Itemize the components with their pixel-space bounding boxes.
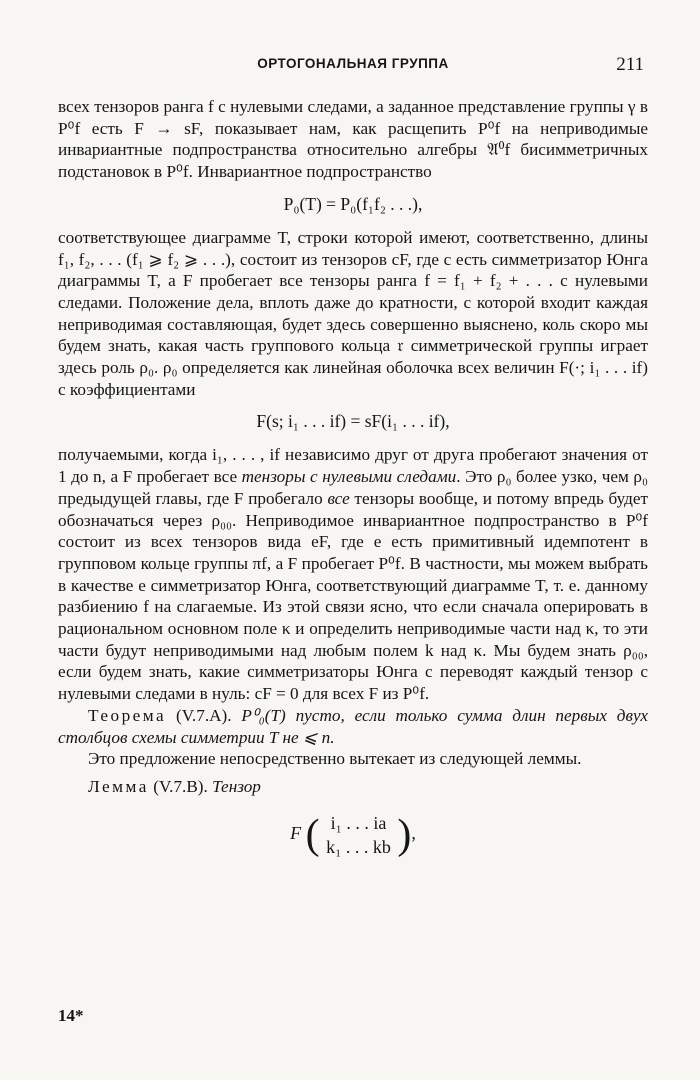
page-number: 211 (616, 54, 644, 75)
theorem-statement: P⁰₀(T) пусто, если только сумма длин первых двух столбцов схемы симметрии T не ⩽ n. (58, 705, 648, 747)
theorem-reference: (V.7.A). (166, 705, 242, 725)
lemma-v7b (58, 776, 648, 798)
tensor-lower-indices: k₁ . . . kb (326, 836, 391, 857)
lemma-reference: (V.7.B). (148, 776, 213, 796)
theorem-label: Теорема (88, 705, 167, 725)
paragraph-3-text-b: . Это ρ₀ более узко, чем ρ₀ предыдущей главы, где F пробегало (58, 467, 649, 508)
paragraph-2: соответствующее диаграмме T, строки которой имеют, соответственно, длины f₁, f₂, . . . (f₁ ⩾ f₂ ⩾ . . .), состоит из тензоров cF, где c есть симметризатор Юнга диаграммы T, а F пробегает все тензоры ранга f = f₁ + f₂ + . . . с нулевыми следами. Положение дела, вплоть даже до кратности, с которой входит каждая неприводимая составляющая, будет здесь совершенно выяснено, коль скоро мы будем знать, какая часть группового кольца 𝔯 симметрической группы играет здесь роль ρ₀. ρ₀ определяется как линейная оболочка всех величин F(·; i₁ . . . if) с коэффициентами (58, 227, 648, 399)
right-paren: ) (397, 811, 412, 858)
formula-invariant-subspace: P₀(T) = P₀(f₁f₂ . . .), (283, 193, 423, 214)
theorem-v7a (58, 705, 648, 748)
signature-mark: 14* (58, 1006, 84, 1025)
page-header (58, 48, 648, 88)
running-title: ОРТОГОНАЛЬНАЯ ГРУППА (257, 56, 449, 71)
formula-tensor-values: F(s; i₁ . . . if) = sF(i₁ . . . if), (256, 411, 450, 432)
formula-lemma-tensor (58, 810, 648, 860)
paragraph-3 (58, 444, 648, 704)
paragraph-3-emphasis-1: тензоры с нулевыми следами (241, 467, 457, 487)
tensor-indices (324, 811, 393, 859)
paragraph-4: Это предложение непосредственно вытекает из следующей леммы. (88, 749, 582, 769)
lemma-label: Лемма (88, 776, 149, 796)
paragraph-3-text-c: тензоры вообще, и потому впредь будет обозначаться через ρ₀₀. Неприводимое инвариантное подпространство в P⁰f состоит из всех тензоров вида eF, где e есть примитивный идемпотент в групповом кольце группы πf, а F пробегает P⁰f. В частности, мы можем выбрать в качестве e симметризатор Юнга, соответствующий диаграмме T, т. е. данному разбиению f на слагаемые. Из этой связи ясно, что если сначала оперировать в рациональном основном поле κ и определить неприводимые части над κ, то эти части будут неприводимыми над любым полем k над κ. Мы будем знать ρ₀₀, если будем знать, какие симметризаторы Юнга c переводят каждый тензор с нулевыми следами в нуль: cF = 0 для всех F из P⁰f. (58, 488, 649, 704)
formula-comma: , (411, 822, 416, 843)
lemma-statement: Тензор (212, 776, 261, 796)
tensor-symbol: F (290, 822, 302, 843)
tensor-matrix (290, 810, 416, 860)
book-page (58, 48, 648, 1048)
paragraph-3-emphasis-2: все (327, 488, 350, 508)
paragraph-1: всех тензоров ранга f с нулевыми следами, а заданное представление группы γ в P⁰f есть F → sF, показывает нам, как расщепить P⁰f на неприводимые инвариантные подпространства относительно алгебры 𝔄⁰f бисимметричных подстановок в P⁰f. Инвариантное подпространство (58, 97, 648, 182)
left-paren: ( (305, 811, 320, 858)
tensor-upper-indices: i₁ . . . ia (330, 812, 387, 833)
paragraph-3-text-a: получаемыми, когда i₁, . . . , if независимо друг от друга пробегают значения от 1 до n, а F пробегает все (58, 445, 648, 487)
